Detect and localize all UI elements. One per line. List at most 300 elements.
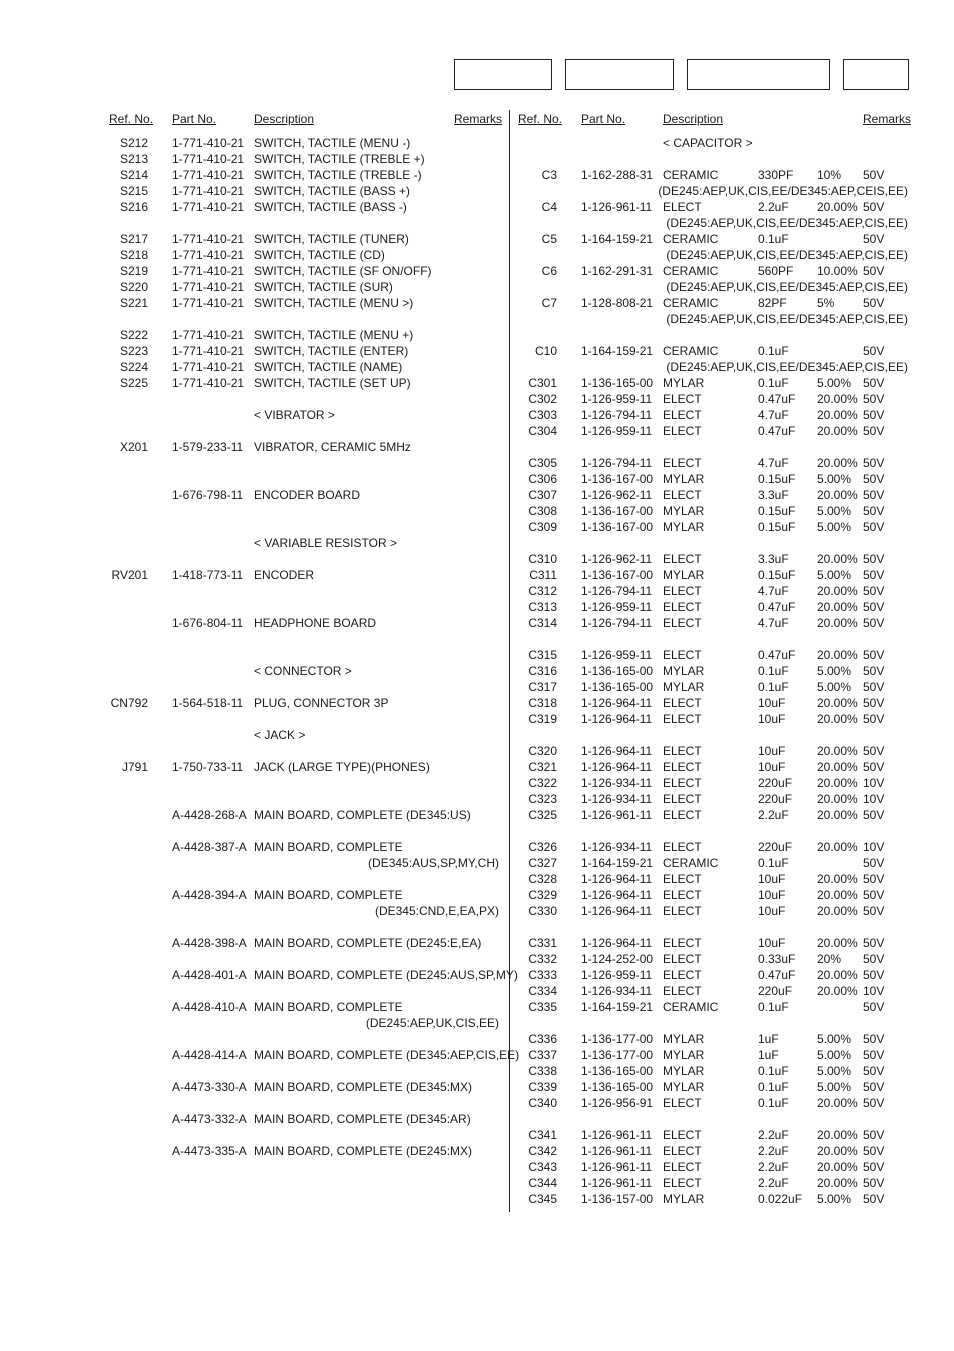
cell-desc: ELECT — [663, 408, 702, 422]
parts-row — [509, 536, 954, 552]
cell-desc: ELECT — [663, 952, 702, 966]
cell-ref: S214 — [119, 168, 148, 182]
cell-val: 4.7uF — [758, 456, 789, 470]
cell-val: 0.47uF — [758, 968, 796, 982]
cell-volt: 50V — [863, 744, 885, 758]
cell-val: 0.15uF — [758, 568, 796, 582]
cell-ref: C5 — [541, 232, 557, 246]
parts-row — [0, 408, 509, 424]
parts-row — [0, 760, 509, 776]
cell-ref: S223 — [119, 344, 148, 358]
cell-val: 220uF — [758, 792, 793, 806]
left-header-desc: Description — [254, 112, 315, 126]
cell-ref: C6 — [541, 264, 557, 278]
cell-part: 1-124-252-00 — [581, 952, 654, 966]
cell-ref: S213 — [119, 152, 148, 166]
cell-desc: < VIBRATOR > — [254, 408, 335, 422]
cell-desc: MYLAR — [663, 1080, 705, 1094]
cell-part: A-4428-394-A — [172, 888, 247, 902]
cell-part: 1-162-291-31 — [581, 264, 654, 278]
cell-part: 1-771-410-21 — [172, 280, 245, 294]
cell-val: 2.2uF — [758, 1160, 789, 1174]
cell-remarks: (DE345:AUS,SP,MY,CH) — [368, 856, 499, 870]
parts-row — [509, 200, 954, 216]
cell-ref: C343 — [528, 1160, 557, 1174]
cell-val: 2.2uF — [758, 1176, 789, 1190]
cell-volt: 50V — [863, 616, 885, 630]
parts-row — [509, 360, 954, 376]
cell-volt: 50V — [863, 568, 885, 582]
cell-desc: ELECT — [663, 392, 702, 406]
cell-tol: 5.00% — [817, 472, 852, 486]
parts-row — [0, 552, 509, 568]
cell-desc: ELECT — [663, 552, 702, 566]
cell-tol: 20.00% — [817, 648, 858, 662]
cell-part: 1-126-934-11 — [581, 776, 653, 790]
parts-row — [0, 968, 518, 984]
parts-row — [0, 616, 509, 632]
cell-volt: 50V — [863, 1144, 885, 1158]
cell-tol: 5.00% — [817, 376, 852, 390]
cell-ref: C319 — [528, 712, 557, 726]
cell-desc: < JACK > — [254, 728, 306, 742]
cell-tol: 10.00% — [817, 264, 858, 278]
cell-part: 1-126-964-11 — [581, 712, 653, 726]
cell-volt: 50V — [863, 600, 885, 614]
cell-ref: C320 — [528, 744, 557, 758]
cell-val: 10uF — [758, 760, 786, 774]
cell-tol: 5.00% — [817, 568, 852, 582]
cell-part: A-4428-401-A — [172, 968, 247, 982]
cell-part: 1-126-961-11 — [581, 200, 653, 214]
cell-volt: 50V — [863, 168, 885, 182]
cell-part: 1-126-956-91 — [581, 1096, 654, 1110]
cell-remarks: (DE245:AEP,UK,CIS,EE/DE345:AEP,CIS,EE) — [666, 280, 908, 294]
cell-desc: ELECT — [663, 968, 702, 982]
cell-desc: CERAMIC — [663, 1000, 719, 1014]
parts-row — [509, 824, 954, 840]
cell-remarks: (DE245:AEP,UK,CIS,EE/DE345:AEP,CIS,EE) — [666, 248, 908, 262]
cell-tol: 20.00% — [817, 792, 858, 806]
cell-tol: 20.00% — [817, 456, 858, 470]
cell-part: 1-126-794-11 — [581, 616, 653, 630]
cell-desc: < VARIABLE RESISTOR > — [254, 536, 397, 550]
parts-row — [509, 520, 954, 536]
parts-row — [0, 1000, 509, 1016]
cell-part: A-4473-330-A — [172, 1080, 247, 1094]
cell-val: 3.3uF — [758, 488, 789, 502]
cell-volt: 50V — [863, 1080, 885, 1094]
cell-desc: ELECT — [663, 488, 702, 502]
cell-volt: 50V — [863, 1000, 885, 1014]
parts-row — [0, 648, 509, 664]
cell-part: 1-771-410-21 — [172, 360, 245, 374]
cell-volt: 50V — [863, 664, 885, 678]
cell-tol: 20.00% — [817, 984, 858, 998]
parts-row — [0, 504, 509, 520]
parts-row — [0, 232, 509, 248]
parts-row — [0, 1128, 509, 1144]
cell-ref: C329 — [528, 888, 557, 902]
cell-val: 0.15uF — [758, 520, 796, 534]
cell-tol: 20.00% — [817, 552, 858, 566]
cell-ref: C332 — [528, 952, 557, 966]
cell-tol: 20.00% — [817, 1144, 858, 1158]
cell-tol: 20.00% — [817, 840, 858, 854]
cell-volt: 50V — [863, 520, 885, 534]
parts-row — [509, 168, 954, 184]
cell-part: 1-126-959-11 — [581, 968, 653, 982]
cell-part: 1-126-961-11 — [581, 1160, 653, 1174]
parts-row — [0, 856, 509, 872]
header-box-2 — [565, 59, 674, 90]
cell-volt: 50V — [863, 872, 885, 886]
cell-ref: C310 — [528, 552, 557, 566]
parts-row — [509, 472, 954, 488]
cell-tol: 20.00% — [817, 200, 858, 214]
cell-volt: 50V — [863, 680, 885, 694]
cell-val: 2.2uF — [758, 1128, 789, 1142]
cell-part: 1-136-165-00 — [581, 664, 654, 678]
cell-tol: 20.00% — [817, 616, 858, 630]
cell-ref: S218 — [119, 248, 148, 262]
cell-part: 1-136-167-00 — [581, 472, 654, 486]
cell-desc: SWITCH, TACTILE (BASS +) — [254, 184, 410, 198]
cell-ref: C3 — [541, 168, 557, 182]
cell-part: 1-126-934-11 — [581, 984, 653, 998]
parts-row — [0, 712, 509, 728]
parts-row — [509, 152, 954, 168]
cell-tol: 20.00% — [817, 1096, 858, 1110]
parts-row — [0, 920, 509, 936]
cell-part: 1-136-165-00 — [581, 1080, 654, 1094]
parts-row — [0, 488, 509, 504]
cell-remarks: (DE245:AEP,UK,CIS,EE/DE345:AEP,CIS,EE) — [666, 312, 908, 326]
cell-ref: C345 — [528, 1192, 557, 1206]
cell-part: 1-126-959-11 — [581, 392, 653, 406]
parts-row — [0, 872, 509, 888]
cell-ref: C317 — [528, 680, 557, 694]
cell-tol: 5.00% — [817, 1032, 852, 1046]
cell-ref: C10 — [534, 344, 557, 358]
cell-part: 1-126-794-11 — [581, 456, 653, 470]
cell-desc: ELECT — [663, 984, 702, 998]
parts-row — [0, 312, 509, 328]
cell-part: 1-126-964-11 — [581, 904, 653, 918]
cell-desc: MAIN BOARD, COMPLETE (DE345:US) — [254, 808, 471, 822]
cell-val: 0.1uF — [758, 1000, 789, 1014]
cell-volt: 50V — [863, 424, 885, 438]
cell-desc: MYLAR — [663, 1048, 705, 1062]
cell-volt: 50V — [863, 584, 885, 598]
parts-row — [509, 856, 954, 872]
parts-row — [509, 696, 954, 712]
cell-desc: ENCODER BOARD — [254, 488, 361, 502]
cell-desc: MYLAR — [663, 376, 705, 390]
parts-row — [509, 792, 954, 808]
cell-ref: S212 — [119, 136, 148, 150]
cell-part: 1-418-773-11 — [172, 568, 244, 582]
cell-ref: RV201 — [111, 568, 148, 582]
cell-ref: C305 — [528, 456, 557, 470]
cell-part: 1-126-961-11 — [581, 808, 653, 822]
cell-volt: 50V — [863, 808, 885, 822]
cell-part: 1-136-165-00 — [581, 1064, 654, 1078]
cell-ref: C323 — [528, 792, 557, 806]
cell-ref: C306 — [528, 472, 557, 486]
parts-row — [509, 744, 954, 760]
parts-row — [0, 536, 509, 552]
cell-tol: 20.00% — [817, 936, 858, 950]
parts-row — [509, 216, 954, 232]
cell-volt: 50V — [863, 408, 885, 422]
parts-row — [509, 936, 954, 952]
cell-ref: J791 — [121, 760, 148, 774]
cell-desc: PLUG, CONNECTOR 3P — [254, 696, 389, 710]
cell-tol: 5.00% — [817, 520, 852, 534]
cell-desc: MAIN BOARD, COMPLETE (DE245:MX) — [254, 1144, 473, 1158]
parts-row — [509, 376, 954, 392]
cell-ref: S222 — [119, 328, 148, 342]
cell-val: 0.15uF — [758, 504, 796, 518]
parts-row — [509, 952, 954, 968]
parts-row — [509, 248, 954, 264]
cell-desc: ELECT — [663, 888, 702, 902]
cell-val: 0.1uF — [758, 232, 789, 246]
parts-row — [509, 1064, 954, 1080]
cell-desc: ELECT — [663, 712, 702, 726]
cell-part: 1-136-177-00 — [581, 1032, 654, 1046]
parts-row — [509, 1032, 954, 1048]
cell-ref: S216 — [119, 200, 148, 214]
cell-val: 4.7uF — [758, 408, 789, 422]
cell-desc: ELECT — [663, 904, 702, 918]
cell-ref: C303 — [528, 408, 557, 422]
parts-row — [0, 568, 509, 584]
cell-val: 10uF — [758, 936, 786, 950]
cell-val: 10uF — [758, 712, 786, 726]
parts-row — [0, 296, 509, 312]
cell-ref: S219 — [119, 264, 148, 278]
parts-row — [509, 920, 954, 936]
cell-ref: C331 — [528, 936, 557, 950]
cell-ref: C342 — [528, 1144, 557, 1158]
parts-row — [0, 344, 509, 360]
parts-row — [509, 424, 954, 440]
cell-ref: C315 — [528, 648, 557, 662]
cell-desc: JACK (LARGE TYPE)(PHONES) — [254, 760, 430, 774]
cell-ref: C337 — [528, 1048, 557, 1062]
cell-ref: C301 — [528, 376, 557, 390]
parts-row — [0, 664, 509, 680]
parts-row — [0, 824, 509, 840]
cell-part: A-4428-387-A — [172, 840, 247, 854]
parts-row — [0, 840, 509, 856]
cell-val: 0.1uF — [758, 1080, 789, 1094]
cell-desc: CERAMIC — [663, 232, 719, 246]
cell-val: 0.1uF — [758, 1064, 789, 1078]
cell-ref: C307 — [528, 488, 557, 502]
parts-row — [509, 1016, 954, 1032]
cell-tol: 20.00% — [817, 408, 858, 422]
cell-volt: 50V — [863, 232, 885, 246]
cell-desc: MYLAR — [663, 664, 705, 678]
cell-val: 0.1uF — [758, 680, 789, 694]
cell-val: 0.47uF — [758, 600, 796, 614]
cell-part: 1-771-410-21 — [172, 152, 245, 166]
parts-row — [509, 1080, 954, 1096]
cell-ref: C335 — [528, 1000, 557, 1014]
cell-part: 1-126-964-11 — [581, 744, 653, 758]
cell-ref: C327 — [528, 856, 557, 870]
parts-row — [509, 664, 954, 680]
cell-part: 1-676-804-11 — [172, 616, 244, 630]
left-parts-list — [0, 136, 520, 1160]
cell-val: 10uF — [758, 744, 786, 758]
cell-val: 2.2uF — [758, 1144, 789, 1158]
parts-row — [509, 1048, 954, 1064]
cell-ref: C311 — [529, 568, 557, 582]
cell-ref: S215 — [119, 184, 148, 198]
cell-part: 1-136-177-00 — [581, 1048, 654, 1062]
cell-desc: MAIN BOARD, COMPLETE (DE345:MX) — [254, 1080, 473, 1094]
parts-row — [0, 376, 509, 392]
cell-ref: C333 — [528, 968, 557, 982]
cell-ref: C313 — [528, 600, 557, 614]
cell-volt: 50V — [863, 1064, 885, 1078]
cell-volt: 50V — [863, 712, 885, 726]
parts-row — [0, 264, 509, 280]
cell-tol: 5.00% — [817, 504, 852, 518]
parts-row — [509, 808, 954, 824]
parts-row — [0, 904, 509, 920]
parts-row — [0, 248, 509, 264]
cell-desc: SWITCH, TACTILE (TUNER) — [254, 232, 409, 246]
cell-ref: S220 — [119, 280, 148, 294]
cell-part: 1-771-410-21 — [172, 184, 245, 198]
parts-row — [509, 600, 954, 616]
cell-part: 1-164-159-21 — [581, 344, 654, 358]
parts-row — [509, 968, 954, 984]
cell-volt: 50V — [863, 552, 885, 566]
cell-tol: 20.00% — [817, 712, 858, 726]
parts-row — [509, 1144, 954, 1160]
right-header-ref: Ref. No. — [518, 112, 563, 126]
cell-val: 0.47uF — [758, 392, 796, 406]
cell-desc: ELECT — [663, 600, 702, 614]
cell-tol: 20.00% — [817, 776, 858, 790]
parts-row — [509, 712, 954, 728]
cell-tol: 20.00% — [817, 488, 858, 502]
cell-val: 0.1uF — [758, 344, 789, 358]
parts-row — [509, 1176, 954, 1192]
parts-row — [0, 776, 509, 792]
parts-row — [0, 1096, 509, 1112]
left-header-part: Part No. — [172, 112, 217, 126]
cell-desc: MAIN BOARD, COMPLETE — [254, 888, 403, 902]
parts-row — [509, 440, 954, 456]
cell-desc: MAIN BOARD, COMPLETE — [254, 840, 403, 854]
cell-desc: ELECT — [663, 840, 702, 854]
cell-desc: ELECT — [663, 424, 702, 438]
parts-row — [509, 776, 954, 792]
header-box-4 — [843, 59, 909, 90]
cell-volt: 50V — [863, 1192, 885, 1206]
parts-row — [509, 488, 954, 504]
cell-val: 0.1uF — [758, 376, 789, 390]
cell-part: 1-126-964-11 — [581, 888, 653, 902]
cell-desc: ELECT — [663, 1128, 702, 1142]
cell-part: 1-126-959-11 — [581, 424, 653, 438]
cell-desc: ELECT — [663, 648, 702, 662]
cell-desc: ELECT — [663, 200, 702, 214]
cell-volt: 10V — [863, 984, 885, 998]
parts-row — [509, 1160, 954, 1176]
cell-volt: 50V — [863, 472, 885, 486]
cell-part: 1-164-159-21 — [581, 232, 654, 246]
parts-row — [509, 344, 954, 360]
parts-row — [509, 504, 954, 520]
right-parts-list — [509, 136, 954, 1208]
cell-ref: C344 — [528, 1176, 557, 1190]
parts-row — [509, 136, 954, 152]
cell-tol: 5.00% — [817, 1192, 852, 1206]
parts-row — [0, 168, 509, 184]
parts-row — [509, 616, 954, 632]
cell-volt: 50V — [863, 456, 885, 470]
parts-row — [0, 792, 509, 808]
parts-row — [0, 184, 509, 200]
cell-volt: 50V — [863, 344, 885, 358]
cell-desc: MAIN BOARD, COMPLETE (DE245:AUS,SP,MY) — [254, 968, 518, 982]
cell-ref: C318 — [528, 696, 557, 710]
parts-row — [0, 136, 509, 152]
cell-desc: SWITCH, TACTILE (MENU +) — [254, 328, 414, 342]
cell-desc: MYLAR — [663, 568, 705, 582]
parts-row — [509, 584, 954, 600]
cell-ref: C336 — [528, 1032, 557, 1046]
parts-row — [0, 424, 509, 440]
cell-part: 1-579-233-11 — [172, 440, 244, 454]
cell-remarks: (DE345:CND,E,EA,PX) — [374, 904, 499, 918]
cell-tol: 20.00% — [817, 600, 858, 614]
cell-ref: C7 — [541, 296, 557, 310]
cell-tol: 20.00% — [817, 424, 858, 438]
parts-row — [0, 696, 509, 712]
cell-desc: HEADPHONE BOARD — [254, 616, 377, 630]
cell-val: 1uF — [758, 1048, 779, 1062]
parts-row — [509, 1128, 954, 1144]
cell-volt: 50V — [863, 648, 885, 662]
parts-row — [0, 472, 509, 488]
cell-part: A-4428-414-A — [172, 1048, 247, 1062]
cell-desc: MAIN BOARD, COMPLETE (DE345:AR) — [254, 1112, 471, 1126]
cell-ref: S217 — [119, 232, 148, 246]
parts-row — [509, 984, 954, 1000]
cell-ref: C316 — [528, 664, 557, 678]
cell-ref: C309 — [528, 520, 557, 534]
cell-val: 0.47uF — [758, 424, 796, 438]
parts-row — [0, 456, 509, 472]
cell-desc: SWITCH, TACTILE (CD) — [254, 248, 385, 262]
parts-row — [0, 952, 509, 968]
cell-tol: 20.00% — [817, 744, 858, 758]
cell-desc: ELECT — [663, 936, 702, 950]
cell-part: 1-136-165-00 — [581, 680, 654, 694]
cell-val: 3.3uF — [758, 552, 789, 566]
cell-remarks: (DE245:AEP,UK,CIS,EE/DE345:AEP,CIS,EE) — [666, 360, 908, 374]
cell-desc: ELECT — [663, 1176, 702, 1190]
